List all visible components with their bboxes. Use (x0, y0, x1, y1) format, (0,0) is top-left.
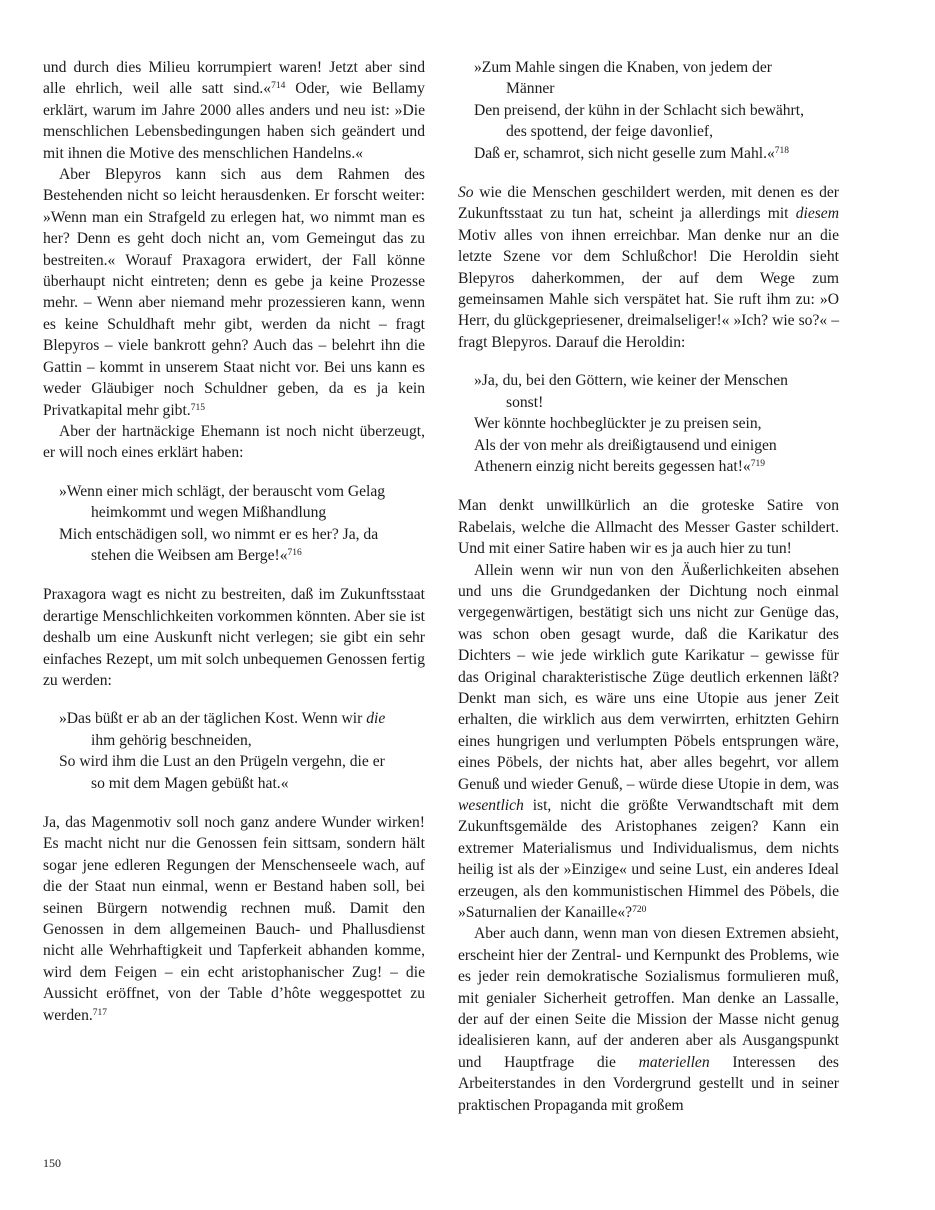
footnote-ref[interactable]: 714 (271, 81, 286, 92)
paragraph (43, 57, 425, 164)
footnote-ref[interactable]: 719 (750, 458, 765, 469)
footnote-ref[interactable]: 718 (774, 145, 790, 156)
paragraph (43, 812, 425, 1026)
paragraph (458, 923, 839, 1116)
verse-line: So wird ihm die Lust an den Prügeln vergehn, die er (59, 753, 385, 771)
verse-quote (59, 708, 425, 794)
verse-line: Den preisend, der kühn in der Schlacht sich bewährt, (474, 101, 804, 119)
verse-line (474, 456, 839, 477)
verse-line (59, 708, 425, 729)
verse-line (474, 143, 839, 164)
left-column (43, 57, 425, 1026)
paragraph-text: Ja, das Magenmotiv soll noch ganz andere Wunder wirken! Es macht nicht nur die Genossen fein sittsam, sondern hält sogar jene edleren Regungen der Menschenseele wach, auf die der Staat nun einmal, wenn er Bestand haben soll, bei seinen Bürgern notwendig rechnen muß. Damit den Genossen in dem allgemeinen Bauch- und Phallusdienst nicht alle Wehrhaftigkeit und Tapferkeit abhanden komme, wird dem Feigen – ein echt aristophanischer Zug! – die Aussicht eröffnet, von der Table d’hôte weggespottet zu werden. (43, 814, 425, 1024)
verse-line: ihm gehörig beschneiden, (91, 731, 252, 749)
emphasis: wesentlich (458, 797, 524, 814)
verse-line (59, 545, 425, 566)
paragraph (43, 164, 425, 421)
emphasis: die (366, 710, 386, 728)
paragraph: Aber der hartnäckige Ehemann ist noch nicht überzeugt, er will noch eines erklärt haben: (43, 422, 425, 462)
emphasis: So (458, 184, 474, 202)
paragraph: Man denkt unwillkürlich an die groteske Satire von Rabelais, welche die Allmacht des Messer Gaster schildert. Und mit einer Satire haben wir es ja auch hier zu tun! (458, 497, 839, 558)
paragraph-text: Aber Blepyros kann sich aus dem Rahmen des Bestehenden nicht so leicht herausdenken. Er forscht weiter: »Wenn man ein Strafgeld zu erlegen hat, wo nimmt man es her? Denn es geht doch nicht an, vom Gemeingut das zu bestreiten.« Worauf Praxagora erwidert, der Fall könne überhaupt nicht eintreten; denn es gebe ja keine Prozesse mehr. – Wenn aber niemand mehr prozessieren kann, wenn es keine Schuldhaft mehr gibt, werden da nicht – fragt Blepyros – viele bankrott gehn? Auch das – belehrt ihn die Gattin – kommt in unserem Staat nicht vor. Bei uns kann es weder Gläubiger noch Schuldner geben, da es ja kein Privatkapital mehr gibt. (43, 166, 425, 419)
footnote-ref[interactable]: 717 (92, 1007, 108, 1018)
emphasis: diesem (795, 205, 839, 223)
verse-line: »Zum Mahle singen die Knaben, von jedem der (474, 59, 772, 76)
verse-text: Athenern einzig nicht bereits gegessen hat!« (474, 457, 751, 475)
paragraph-text: Motiv alles von ihnen erreichbar. Man denke nur an die letzte Szene vor dem Schlußchor! Die Heroldin sieht Blepyros daherkommen, der auf dem Wege zum gemeinsamen Mahle sich verspätet hat. Sie ruft ihm zu: »O Herr, du glückgepriesener, dreimalseliger!« »Ich? wie so?« – fragt Blepyros. Darauf die Heroldin: (458, 226, 839, 351)
right-column (458, 57, 839, 1116)
verse-quote (474, 370, 839, 477)
emphasis: materiellen (638, 1053, 710, 1071)
verse-line: sonst! (506, 393, 544, 411)
verse-line: so mit dem Magen gebüßt hat.« (91, 774, 289, 792)
paragraph (458, 182, 839, 353)
verse-text: stehen die Weibsen am Berge!« (91, 546, 288, 564)
verse-line: Als der von mehr als dreißigtausend und einigen (474, 436, 777, 454)
verse-line: »Ja, du, bei den Göttern, wie keiner der Menschen (474, 372, 788, 390)
footnote-ref[interactable]: 715 (190, 402, 205, 413)
verse-line: Wer könnte hochbeglückter je zu preisen sein, (474, 415, 762, 433)
verse-quote (474, 57, 839, 164)
page-number: 150 (43, 1156, 61, 1170)
verse-line: »Wenn einer mich schlägt, der berauscht vom Gelag (59, 482, 386, 500)
paragraph-text: Allein wenn wir nun von den Äußerlichkeiten absehen und uns die Grundgedanken der Dichtung noch einmal vergegenwärtigen, bestätigt sich uns nicht zur Genüge das, was schon oben gesagt wurde, daß die Karikatur des Dichters – wie jede wirklich gute Karikatur – gewisse für das Original charakteristische Züge deutlich erkennen läßt? Denkt man sich, es wäre uns eine Utopie aus jener Zeit erhalten, die wirklich aus dem verwirrten, erhitzten Gehirn eines hungrigen und verlumpten Pöbels entsprungen wäre, eines Pöbels, der nichts hat, aber alles begehrt, vor allem Genuß und wieder Genuß, – würde diese Utopie in dem, was (458, 561, 839, 793)
footnote-ref[interactable]: 716 (287, 547, 302, 558)
verse-line: Mich entschädigen soll, wo nimmt er es her? Ja, da (59, 525, 379, 543)
paragraph-text: Oder, wie Bellamy erklärt, warum im Jahre 2000 alles anders und neu ist: »Die menschlichen Lebensbedingungen haben sich geändert und mit ihnen die Motive des menschlichen Handelns.« (43, 80, 425, 162)
paragraph-text: und durch dies Milieu korrumpiert waren! Jetzt aber sind alle ehrlich, weil alle satt sind.« (43, 59, 425, 98)
paragraph-text: ist, nicht die größte Verwandtschaft mit dem Zukunftsgemälde des Aristophanes zeigen? Kann ein extremer Materialismus und Individualismus, dem nichts heilig ist als der »Einzige« und seine Lust, ein anderes Ideal erzeugen, als den kommunistischen Himmel des Pöbels, die »Saturnalien der Kanaille«? (458, 797, 839, 922)
verse-text: »Das büßt er ab an der täglichen Kost. Wenn wir (59, 710, 367, 728)
verse-line: heimkommt und wegen Mißhandlung (91, 504, 327, 522)
paragraph: Praxagora wagt es nicht zu bestreiten, daß im Zukunftsstaat derartige Menschlichkeiten vorkommen könnten. Aber sie ist deshalb um eine Auskunft nicht verlegen; sie gibt ein sehr einfaches Rezept, um mit solch unbequemen Genossen fertig zu werden: (43, 586, 425, 689)
verse-line: Männer (506, 80, 555, 98)
paragraph-text: wie die Menschen geschildert werden, mit denen es der Zukunftsstaat zu tun hat, scheint ja allerdings mit (458, 184, 839, 223)
footnote-ref[interactable]: 720 (632, 905, 647, 916)
verse-line: des spottend, der feige davonlief, (506, 123, 713, 141)
verse-text: Daß er, schamrot, sich nicht geselle zum Mahl.« (474, 144, 775, 162)
paragraph (458, 560, 839, 924)
paragraph-text: Interessen des Arbeiterstandes in den Vordergrund gestellt und in seiner praktischen Propaganda mit großem (458, 1053, 839, 1114)
paragraph-text: Aber auch dann, wenn man von diesen Extremen absieht, erscheint hier der Zentral- und Kernpunkt des Problems, wie es jeder rein demokratische Sozialismus formulieren muß, mit genialer Sicherheit getroffen. Man denke an Lassalle, der auf der einen Seite die Mission der Masse nicht genug idealisieren kann, auf der anderen aber als Ausgangspunkt und Hauptfrage die (458, 925, 839, 1071)
verse-quote (59, 481, 425, 567)
